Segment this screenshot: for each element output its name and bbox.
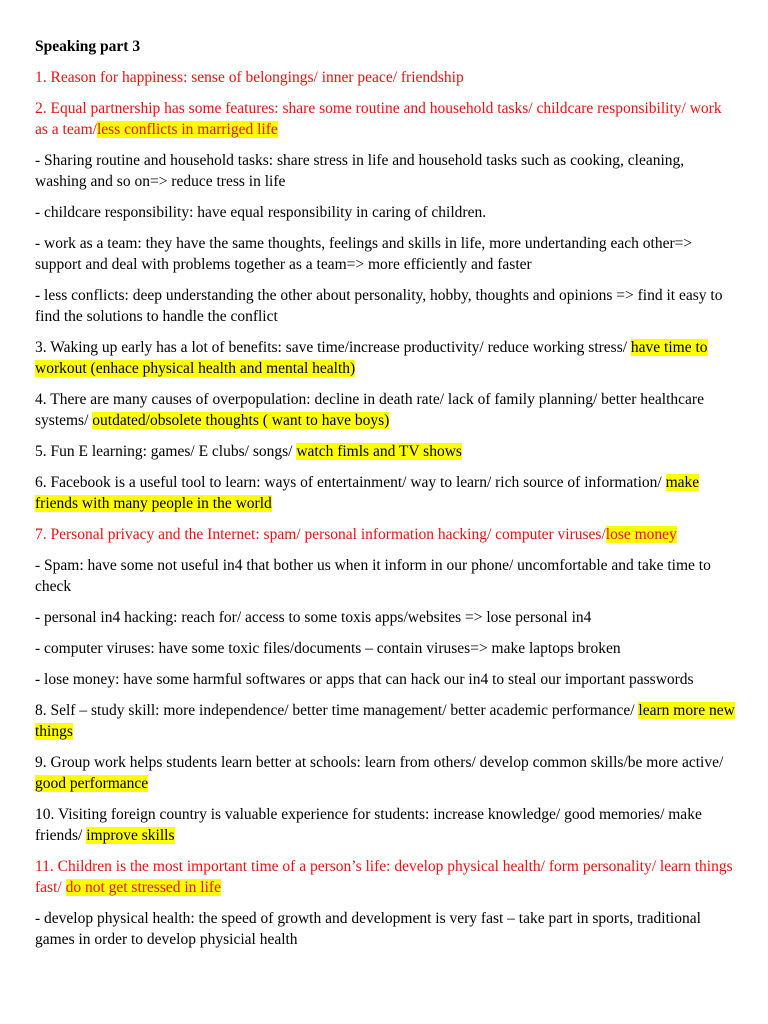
detail-viruses	[35, 638, 735, 659]
detail-spam	[35, 555, 735, 597]
highlighted-text: outdated/obsolete thoughts ( want to have boys)	[92, 412, 390, 429]
paragraph-text: - personal in4 hacking: reach for/ access to some toxis apps/websites => lose personal in4	[35, 609, 592, 626]
detail-lose-money	[35, 669, 735, 690]
detail-childcare	[35, 202, 735, 223]
highlighted-text: make friends with many people in the world	[35, 474, 700, 512]
paragraph-text: 7. Personal privacy and the Internet: spam/ personal information hacking/ computer viruses/	[35, 526, 606, 543]
paragraph-text: 1. Reason for happiness: sense of belongings/ inner peace/ friendship	[35, 69, 464, 86]
paragraph-text: - Sharing routine and household tasks: share stress in life and household tasks such as cooking, cleaning, washing and so on=> reduce tress in life	[35, 152, 685, 190]
document-page	[35, 32, 735, 960]
page-title: Speaking part 3	[35, 38, 141, 55]
highlighted-text: learn more new things	[35, 702, 735, 740]
point-11-childhood	[35, 856, 735, 898]
highlighted-text: watch fimls and TV shows	[296, 443, 462, 460]
detail-less-conflicts	[35, 285, 735, 327]
paragraph-text: - childcare responsibility: have equal responsibility in caring of children.	[35, 204, 487, 221]
paragraph-text: - lose money: have some harmful softwares or apps that can hack our in4 to steal our important passwords	[35, 671, 694, 688]
point-6-facebook	[35, 472, 735, 514]
point-9-group-work	[35, 752, 735, 794]
detail-sharing-tasks	[35, 150, 735, 192]
paragraph-text: 11. Children is the most important time of a person’s life: develop physical health/ form personality/ learn things fast/	[35, 858, 733, 896]
paragraph-text: 10. Visiting foreign country is valuable experience for students: increase knowledge/ good memories/ make friends/	[35, 806, 702, 844]
point-2-equal-partnership	[35, 98, 735, 140]
point-10-foreign-country	[35, 804, 735, 846]
paragraph-text: 2. Equal partnership has some features: share some routine and household tasks/ childcare responsibility/ work as a team/	[35, 100, 722, 138]
detail-physical-health	[35, 908, 735, 950]
paragraph-text: 4. There are many causes of overpopulation: decline in death rate/ lack of family planning/ better healthcare systems/	[35, 391, 704, 429]
highlighted-text: do not get stressed in life	[65, 879, 221, 896]
point-1-happiness	[35, 67, 735, 88]
highlighted-text: good performance	[35, 775, 149, 792]
point-8-self-study	[35, 700, 735, 742]
point-3-waking-early	[35, 337, 735, 379]
detail-teamwork	[35, 233, 735, 275]
point-5-e-learning	[35, 441, 735, 462]
highlighted-text: less conflicts in marriged life	[96, 121, 278, 138]
paragraph-text: - develop physical health: the speed of growth and development is very fast – take part in sports, traditional games in order to develop physicial health	[35, 910, 701, 948]
paragraph-text: - Spam: have some not useful in4 that bother us when it inform in our phone/ uncomfortable and take time to check	[35, 557, 711, 595]
point-7-privacy	[35, 524, 735, 545]
detail-hacking	[35, 607, 735, 628]
paragraph-text: - less conflicts: deep understanding the other about personality, hobby, thoughts and opinions => find it easy to find the solutions to handle the conflict	[35, 287, 723, 325]
paragraph-text: 6. Facebook is a useful tool to learn: ways of entertainment/ way to learn/ rich source of information/	[35, 474, 666, 491]
paragraph-text: 9. Group work helps students learn better at schools: learn from others/ develop common skills/be more active/	[35, 754, 724, 771]
paragraph-text: 5. Fun E learning: games/ E clubs/ songs/	[35, 443, 297, 460]
highlighted-text: improve skills	[86, 827, 175, 844]
point-4-overpopulation	[35, 389, 735, 431]
paragraph-text: 8. Self – study skill: more independence/ better time management/ better academic performance/	[35, 702, 639, 719]
highlighted-text: lose money	[605, 526, 677, 543]
paragraph-text: - computer viruses: have some toxic files/documents – contain viruses=> make laptops broken	[35, 640, 621, 657]
paragraph-text: - work as a team: they have the same thoughts, feelings and skills in life, more undertanding each other=> support and deal with problems together as a team=> more efficiently and faster	[35, 235, 693, 273]
paragraph-text: 3. Waking up early has a lot of benefits: save time/increase productivity/ reduce working stress/	[35, 339, 631, 356]
highlighted-text: have time to workout (enhace physical health and mental health)	[35, 339, 708, 377]
